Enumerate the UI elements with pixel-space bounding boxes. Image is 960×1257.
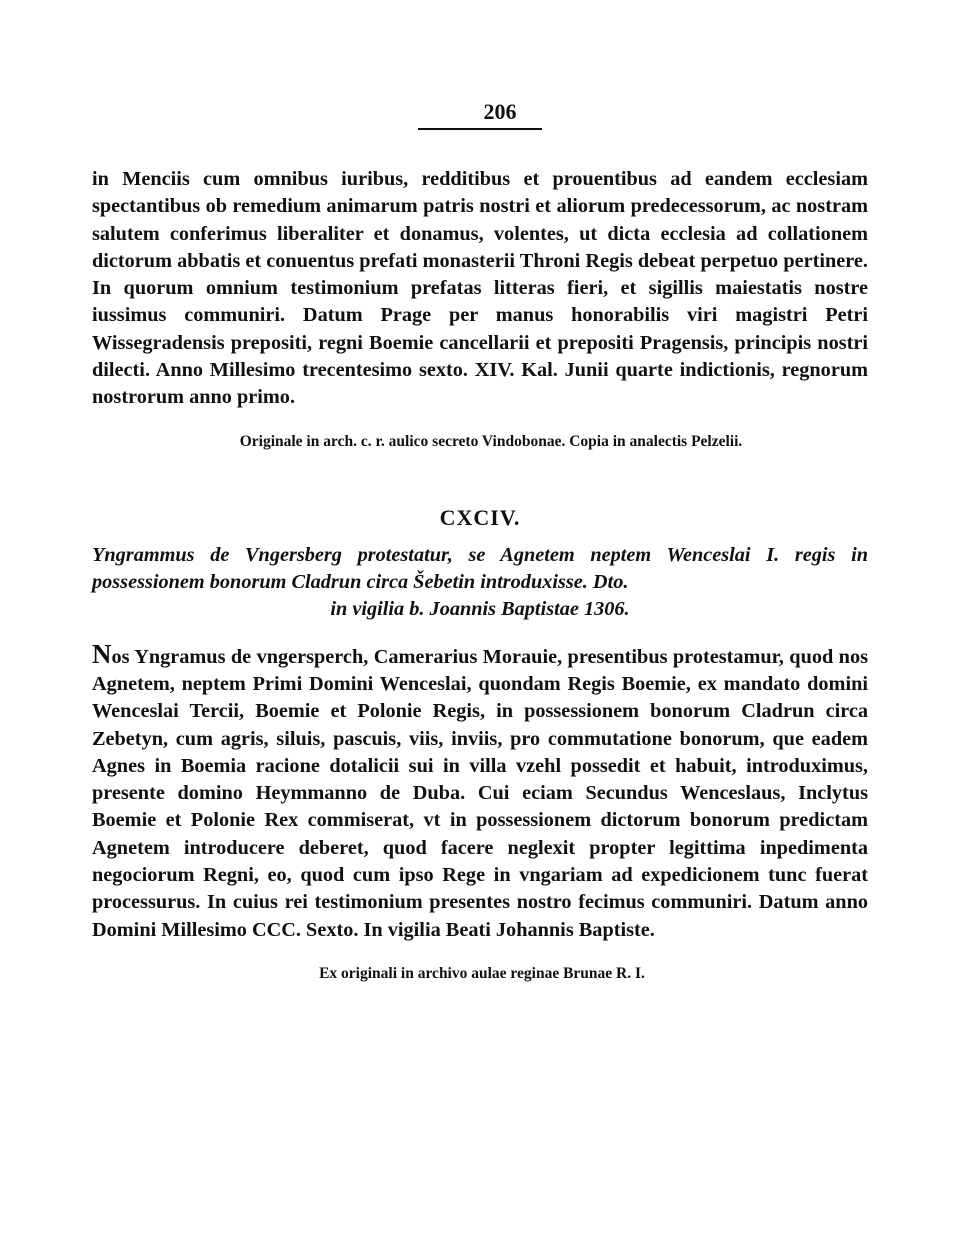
document-page bbox=[92, 98, 868, 984]
initial-letter: N bbox=[92, 638, 112, 669]
charter-source-note-2: Ex originali in archivo aulae reginae Brunae R. I. bbox=[319, 964, 645, 982]
charter-body: os Yngramus de vngersperch, Camerarius Morauie, presentibus protestamur, quod nos Agnetem, neptem Primi Domini Wenceslai, quondam Regis Boemie, ex mandato domini Wenceslai Tercii, Boemie et Polonie Regis, in possessionem bonorum Cladrun circa Zebetyn, cum agris, siluis, pascuis, viis, inviis, pro commutatione bonorum, que eadem Agnes in Boemia racione dotalicii sui in villa vzehl possedit et habuit, introduximus, presente domino Heymmanno de Duba. Cui eciam Secundus Wenceslaus, Inclytus Boemie et Polonie Rex commiserat, vt in possessionem dictorum bonorum predictam Agnetem introducere deberet, quod facere neglexit propter legittima inpedimenta negociorum Regni, eo, quod cum ipso Rege in vngariam ad expedicionem tunc fuerat processurus. In cuius rei testimonium presentes nostro fecimus communiri. Datum anno Domini Millesimo CCC. Sexto. In vigilia Beati Johannis Baptiste. bbox=[92, 645, 868, 941]
charter-summary: Yngrammus de Vngersberg protestatur, se Agnetem neptem Wenceslai I. regis in possessionem bonorum Cladrun circa Šebetin introduxisse. Dto. bbox=[92, 543, 868, 593]
charter-heading: CXCIV. bbox=[439, 504, 521, 530]
charter-text-continued: in Menciis cum omnibus iuribus, redditibus et prouentibus ad eandem ecclesiam spectantibus ob remedium animarum patris nostri et aliorum predecessorum, ac nostram salutem conferimus liberaliter et donamus, volentes, ut dicta ecclesia ad collationem dictorum abbatis et conuentus prefati monasterii Throni Regis debeat perpetuo pertinere. In quorum omnium testimonium prefatas litteras fieri, et sigillis maiestatis nostre iussimus communiri. Datum Prage per manus honorabilis viri magistri Petri Wissegradensis prepositi, regni Boemie cancellarii et prepositi Pragensis, principis nostri dilecti. Anno Millesimo trecentesimo sexto. XIV. Kal. Junii quarte indictionis, regnorum nostrorum anno primo. bbox=[92, 168, 868, 409]
page-number: 206 bbox=[483, 99, 517, 124]
charter-text bbox=[92, 638, 868, 944]
page-number-rule bbox=[418, 128, 542, 130]
charter-source-note: Originale in arch. c. r. aulico secreto Vindobonae. Copia in analectis Pelzelii. bbox=[239, 432, 743, 450]
charter-summary-date: in vigilia b. Joannis Baptistae 1306. bbox=[330, 597, 630, 620]
